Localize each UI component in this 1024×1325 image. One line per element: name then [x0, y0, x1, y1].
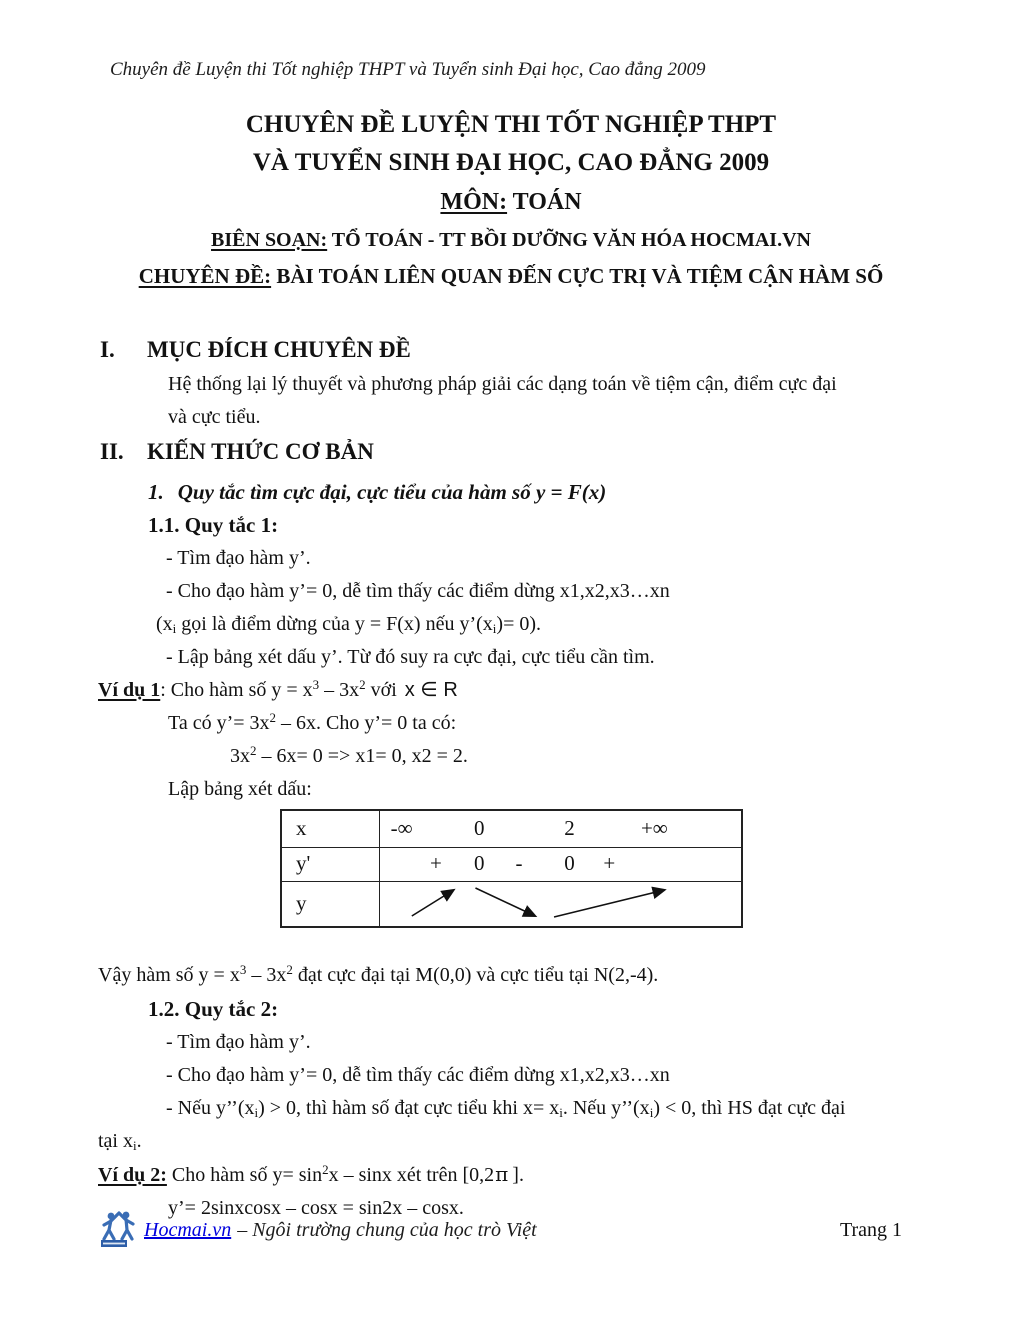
exponent: 3 [312, 677, 320, 692]
conclusion-text: Vậy hàm số y = x [98, 964, 240, 986]
rule-2-step-3-continuation [98, 1125, 924, 1158]
rule-list-title: Quy tắc tìm cực đại, cực tiểu của hàm số y = F(x) [177, 480, 607, 504]
chuyen-de-line [98, 258, 924, 294]
example-1-table-intro: Lập bảng xét dấu: [168, 778, 312, 800]
pi-symbol: π [495, 1162, 509, 1186]
rule-1-step-3: - Lập bảng xét dấu y’. Từ đó suy ra cực đại, cực tiểu cần tìm. [166, 646, 655, 668]
row-label-y-prime: y' [282, 848, 380, 881]
trend-arrows [380, 882, 741, 926]
section-1-numeral: I. [100, 337, 115, 362]
example-2-text: x – sinx xét trên [0,2 [328, 1164, 495, 1186]
example-1-text: với [365, 679, 397, 701]
conclusion-text: đạt cực đại tại M(0,0) và cực tiểu tại N(2,-4). [292, 964, 659, 986]
chuyen-de-value: BÀI TOÁN LIÊN QUAN ĐẾN CỰC TRỊ VÀ TIỆM CẬN HÀM SỐ [271, 264, 884, 288]
note-subscript: i [492, 621, 497, 636]
subscript: i [133, 1138, 137, 1153]
example-1-label: Ví dụ 1 [98, 679, 161, 701]
example-1-derivative-line [168, 707, 924, 740]
subject-label: MÔN: [440, 189, 508, 215]
down-arrow-icon [475, 888, 535, 916]
note-text: gọi là điểm dừng của y = F(x) nếu y’(x [176, 613, 493, 635]
rule-1-step-1: - Tìm đạo hàm y’. [166, 547, 311, 569]
domain-expression: x ∈ R [404, 679, 458, 701]
subscript: i [559, 1105, 563, 1120]
title-line-2: VÀ TUYỂN SINH ĐẠI HỌC, CAO ĐẲNG 2009 [252, 149, 770, 176]
section-2-heading [100, 434, 924, 470]
example-1-equation-line [230, 740, 924, 773]
section-2-numeral: II. [100, 439, 124, 464]
rule-2-text: - Nếu y’’(x [166, 1097, 255, 1119]
up-arrow-icon [412, 890, 454, 916]
example-1-line [98, 674, 924, 707]
document-title [98, 106, 924, 182]
derivative-text: – 6x. Cho y’= 0 ta có: [276, 712, 457, 734]
rule-list-number: 1. [148, 480, 164, 504]
exponent: 3 [239, 962, 247, 977]
example-2-derivative-line: y’= 2sinxcosx – cosx = sin2x – cosx. [168, 1197, 464, 1219]
sign-value: 0 [564, 851, 575, 875]
subject-line [98, 182, 924, 222]
hocmai-logo-icon [98, 1210, 138, 1250]
exponent: 2 [286, 962, 293, 977]
section-1-title: MỤC ĐÍCH CHUYÊN ĐỀ [147, 337, 411, 362]
title-line-1: CHUYÊN ĐỀ LUYỆN THI TỐT NGHIỆP THPT [245, 111, 777, 138]
section-1-body-line-2: và cực tiểu. [168, 406, 261, 428]
row-cells-y [380, 882, 741, 926]
section-2-title: KIẾN THỨC CƠ BẢN [147, 439, 374, 464]
row-cells-x [380, 811, 741, 847]
rule-1-note [156, 608, 924, 641]
rule-1-step-2: - Cho đạo hàm y’= 0, dễ tìm thấy các điểm dừng x1,x2,x3…xn [166, 580, 670, 602]
conclusion-text: – 3x [246, 964, 287, 986]
rule-2-text: tại x [98, 1130, 133, 1152]
example-2-text: Cho hàm số y= sin [166, 1164, 323, 1186]
rule-1-heading: 1.1. Quy tắc 1: [148, 513, 279, 537]
conclusion-line [98, 958, 924, 992]
row-label-x: x [282, 811, 380, 847]
bien-soan-line [98, 222, 924, 258]
up-arrow-icon [554, 890, 664, 917]
rule-2-text: ) > 0, thì hàm số đạt cực tiểu khi x= x [258, 1097, 560, 1119]
chuyen-de-label: CHUYÊN ĐỀ: [138, 264, 272, 288]
section-1-heading [100, 332, 924, 368]
sign-value: + [603, 851, 616, 875]
rule-list-heading [148, 476, 924, 508]
page-number: Trang 1 [839, 1218, 902, 1241]
example-1-text: : Cho hàm số y = x [160, 679, 313, 701]
example-2-text: ]. [512, 1164, 524, 1186]
exponent: 2 [322, 1162, 329, 1177]
row-cells-y-prime [380, 848, 741, 881]
rule-2-text: . [136, 1130, 142, 1152]
exponent: 2 [250, 743, 257, 758]
rule-2-step-3 [166, 1092, 924, 1125]
row-label-y: y [282, 882, 380, 926]
variation-table [280, 809, 743, 928]
hocmai-link[interactable]: Hocmai.vn [144, 1218, 232, 1241]
table-row-y [282, 882, 741, 926]
note-text: (x [156, 613, 173, 635]
section-1-body-line-1: Hệ thống lại lý thuyết và phương pháp giải các dạng toán về tiệm cận, điểm cực đại [168, 373, 837, 395]
x-value: 2 [564, 816, 575, 840]
subscript: i [254, 1105, 259, 1120]
rule-2-text: ) < 0, thì HS đạt cực đại [653, 1097, 846, 1119]
rule-2-heading: 1.2. Quy tắc 2: [148, 997, 279, 1021]
footer-tagline: – Ngôi trường chung của học trò Việt [237, 1218, 537, 1241]
example-2-label: Ví dụ 2: [98, 1164, 167, 1186]
bien-soan-value: TỔ TOÁN - TT BỒI DƯỠNG VĂN HÓA HOCMAI.VN [327, 229, 811, 251]
bien-soan-label: BIÊN SOẠN: [211, 229, 328, 251]
note-text: )= 0). [496, 613, 542, 635]
table-row-x [282, 811, 741, 848]
subject-value: TOÁN [507, 189, 582, 215]
page-footer [98, 1210, 902, 1250]
rule-2-text: . Nếu y’’(x [562, 1097, 650, 1119]
x-value: 0 [474, 816, 485, 840]
example-1-text: – 3x [319, 679, 360, 701]
equation-text: 3x [230, 745, 250, 767]
exponent: 2 [359, 677, 366, 692]
sign-value: + [430, 851, 442, 875]
subscript: i [649, 1105, 654, 1120]
header-note: Chuyên đề Luyện thi Tốt nghiệp THPT và Tuyển sinh Đại học, Cao đẳng 2009 [110, 59, 706, 80]
note-subscript: i [172, 621, 177, 636]
table-row-y-prime [282, 848, 741, 882]
x-value: +∞ [640, 816, 668, 840]
sign-value: - [515, 851, 523, 875]
equation-text: – 6x= 0 => x1= 0, x2 = 2. [256, 745, 468, 767]
rule-2-step-2: - Cho đạo hàm y’= 0, dễ tìm thấy các điểm dừng x1,x2,x3…xn [166, 1064, 670, 1086]
derivative-text: Ta có y’= 3x [168, 712, 270, 734]
rule-2-step-1: - Tìm đạo hàm y’. [166, 1031, 311, 1053]
x-value: -∞ [390, 816, 413, 840]
sign-value: 0 [474, 851, 485, 875]
exponent: 2 [269, 710, 277, 725]
example-2-line [98, 1158, 924, 1192]
